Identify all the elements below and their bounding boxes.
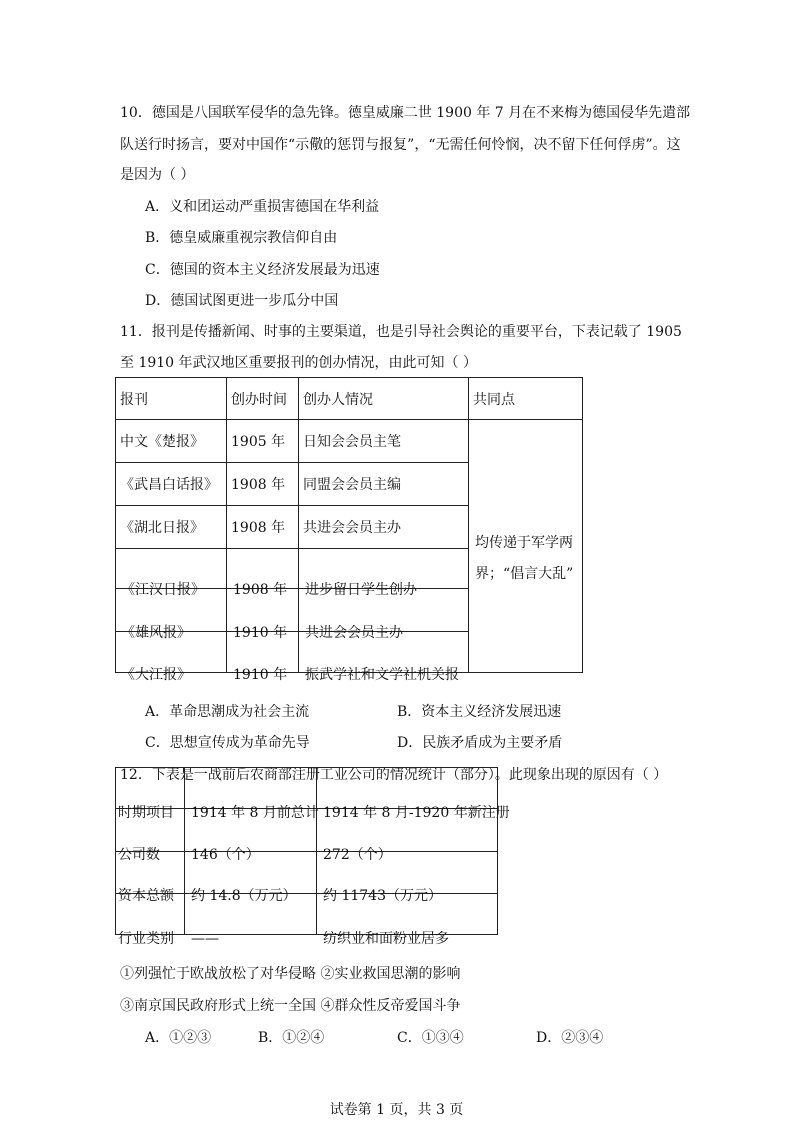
page-footer: 试卷第 1 页，共 3 页 [329,1102,464,1118]
q11-header-cell: 报刊 [115,377,227,420]
q10-option-a[interactable]: A．义和团运动严重损害德国在华利益 [145,199,380,215]
q12-cell: 纺织业和面粉业居多 [323,931,449,947]
q12-statements-1: ①列强忙于欧战放松了对华侵略 ②实业救国思潮的影响 [120,966,461,982]
q11-cell: 《江汉日报》 [121,582,205,598]
q11-common-line-2: 界；“倡言大乱” [475,566,574,582]
q11-line-1: 11．报刊是传播新闻、时事的主要渠道，也是引导社会舆论的重要平台，下表记载了 1905 [120,324,682,340]
q11-cell: 《大江报》 [121,667,191,683]
q12-cell: 约 11743（万元） [323,888,442,904]
q11-cell: 《武昌白话报》 [115,462,227,506]
q11-option-a[interactable]: A．革命思潮成为社会主流 [145,704,310,720]
q12-line-1: 12．下表是一战前后农商部注册工业公司的情况统计（部分）。此现象出现的原因有（ ） [120,767,668,783]
q11-option-c[interactable]: C．思想宣传成为革命先导 [145,735,310,751]
q10-line-1: 10．德国是八国联军侵华的急先锋。德皇威廉二世 1900 年 7 月在不来梅为德国侵华先遣部 [120,105,691,121]
q11-cell-frame [226,548,299,673]
q11-cell: 共进会会员主办 [298,505,469,549]
q11-header-cell: 创办时间 [226,377,299,420]
q10-line-3: 是因为（ ） [120,167,195,183]
q11-option-d[interactable]: D．民族矛盾成为主要矛盾 [397,735,563,751]
q12-header-cell: 1914 年 8 月前总计 [191,805,319,821]
q12-cell: 资本总额 [118,888,174,904]
q11-cell-frame [115,548,227,673]
q12-statements-2: ③南京国民政府形式上统一全国 ④群众性反帝爱国斗争 [120,998,461,1014]
q12-header-cell: 1914 年 8 月-1920 年新注册 [323,805,510,821]
q11-cell: 共进会会员主办 [305,625,403,641]
q11-option-b[interactable]: B．资本主义经济发展迅速 [397,704,562,720]
q11-cell: 同盟会会员主编 [298,462,469,506]
q11-cell: 1910 年 [233,625,288,641]
q12-row-divider [115,851,498,852]
q12-option-d[interactable]: D．②③④ [536,1030,604,1046]
q11-common-line-1: 均传递于军学两 [475,535,573,551]
q11-cell: 《湖北日报》 [115,505,227,549]
q11-cell: 日知会会员主笔 [298,419,469,463]
q11-header-cell: 创办人情况 [298,377,469,420]
q12-option-b[interactable]: B．①②④ [258,1030,325,1046]
q12-header-cell: 时期项目 [118,805,174,821]
q11-cell: 1908 年 [233,582,288,598]
q11-cell: 1908 年 [226,505,299,549]
q12-cell: 公司数 [118,847,160,863]
q12-cell: 272（个） [323,847,392,863]
q12-cell: 行业类别 [118,931,174,947]
q12-option-c[interactable]: C．①③④ [397,1030,464,1046]
q11-cell: 《雄风报》 [121,625,191,641]
q12-cell: —— [191,931,219,947]
q11-cell: 1908 年 [226,462,299,506]
q11-cell: 1910 年 [233,667,288,683]
q11-cell: 中文《楚报》 [115,419,227,463]
q11-cell: 进步留日学生创办 [305,582,417,598]
q10-option-c[interactable]: C．德国的资本主义经济发展最为迅速 [145,262,380,278]
q11-cell-frame [298,548,469,673]
q11-line-2: 至 1910 年武汉地区重要报刊的创办情况，由此可知（ ） [120,355,477,371]
q12-option-a[interactable]: A．①②③ [145,1030,212,1046]
q11-cell: 1905 年 [226,419,299,463]
q11-header-cell: 共同点 [468,377,583,420]
q10-option-b[interactable]: B．德皇威廉重视宗教信仰自由 [145,230,338,246]
q12-cell: 约 14.8（万元） [191,888,297,904]
q11-cell: 振武学社和文学社机关报 [305,667,459,683]
q12-cell: 146（个） [191,847,260,863]
q10-line-2: 队送行时扬言，要对中国作“示儆的惩罚与报复”，“无需任何怜悯，决不留下任何俘虏”。这 [120,137,681,153]
q10-option-d[interactable]: D．德国试图更进一步瓜分中国 [145,293,339,309]
